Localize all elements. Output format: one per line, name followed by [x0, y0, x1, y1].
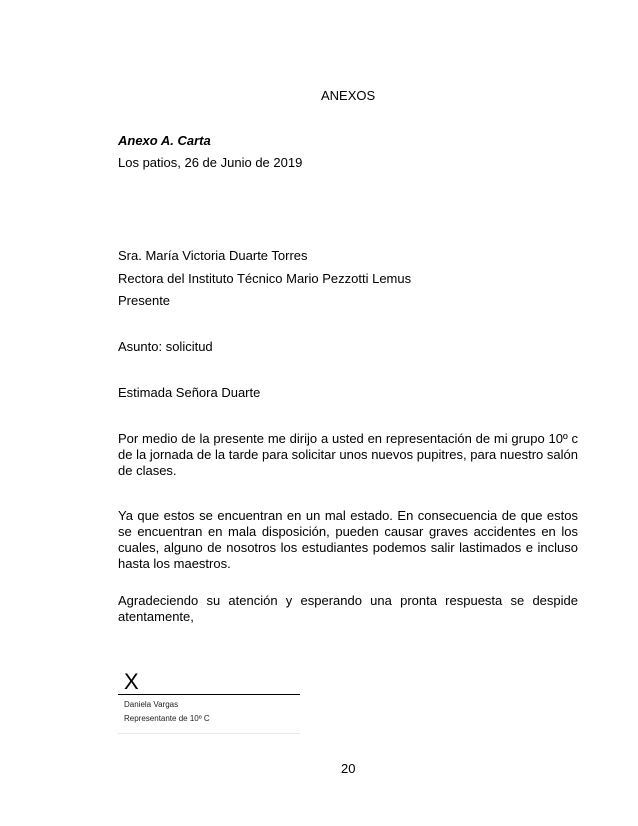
body-paragraph-1: Por medio de la presente me dirijo a usted en representación de mi grupo 10º c de la jornada de la tarde para solicitar unos nuevos pupitres, para nuestro salón de clases.	[118, 431, 578, 478]
page-heading: ANEXOS	[321, 88, 376, 103]
subject-line: Asunto: solicitud	[118, 339, 213, 354]
signature-role: Representante de 10º C	[124, 714, 210, 723]
signature-mark: X	[124, 669, 139, 694]
present-line: Presente	[118, 293, 171, 308]
body-paragraph-3: Agradeciendo su atención y esperando una pronta respuesta se despide atentamente,	[118, 593, 578, 624]
annex-title: Anexo A. Carta	[118, 133, 211, 148]
signature-line	[118, 694, 300, 695]
signature-box-bottom	[118, 733, 300, 734]
salutation: Estimada Señora Duarte	[118, 385, 261, 400]
recipient-title: Rectora del Instituto Técnico Mario Pezzotti Lemus	[118, 271, 412, 286]
recipient-name: Sra. María Victoria Duarte Torres	[118, 248, 308, 263]
body-paragraph-2: Ya que estos se encuentran en un mal estado. En consecuencia de que estos se encuentran en mala disposición, pueden causar graves accidentes en los cuales, alguno de nosotros los estudiantes podemos salir lastimados e incluso hasta los maestros.	[118, 508, 578, 571]
page-number: 20	[341, 761, 356, 776]
place-date: Los patios, 26 de Junio de 2019	[118, 155, 303, 170]
signature-name: Daniela Vargas	[124, 700, 179, 709]
